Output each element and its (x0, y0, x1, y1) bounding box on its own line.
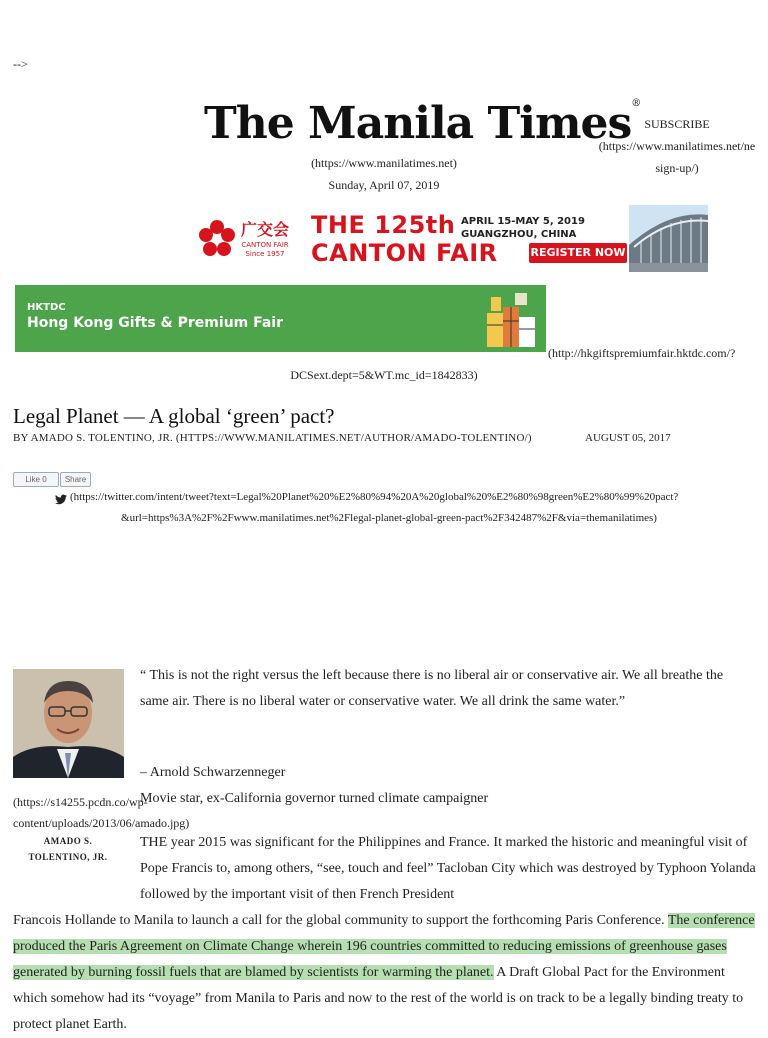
author-photo[interactable] (13, 669, 124, 778)
article-paragraph (13, 830, 758, 1038)
canton-date-range: APRIL 15-MAY 5, 2019 (461, 216, 585, 227)
photo-link-line2: content/uploads/2013/06/amado.jpg) (13, 816, 190, 830)
quote-attribution: – Arnold Schwarzenneger (140, 765, 286, 780)
hktdc-ad-banner[interactable] (15, 285, 546, 352)
gift-boxes-icon (485, 291, 537, 347)
article-byline[interactable]: BY AMADO S. TOLENTINO, JR. (HTTPS://WWW.MANILATIMES.NET/AUTHOR/AMADO-TOLENTINO/) (13, 432, 532, 444)
tweet-link-line2[interactable]: &url=https%3A%2F%2Fwww.manilatimes.net%2Flegal-planet-global-green-pact%2F342487%2F&via=themanilatimes) (121, 512, 657, 524)
caption-line2: TOLENTINO, JR. (28, 852, 108, 862)
hktdc-logo: HKTDC (27, 302, 66, 313)
caption-line1: AMADO S. (43, 836, 93, 846)
facebook-share-button[interactable]: Share (60, 472, 91, 487)
site-url-link[interactable]: (https://www.manilatimes.net) (311, 156, 457, 170)
hktdc-link-line1[interactable]: (http://hkgiftspremiumfair.hktdc.com/? (548, 346, 736, 360)
registered-mark: ® (631, 98, 641, 109)
canton-location: GUANGZHOU, CHINA (461, 229, 577, 240)
hktdc-link-line2[interactable]: DCSext.dept=5&WT.mc_id=1842833) (290, 368, 478, 382)
author-portrait-image (13, 669, 124, 778)
paragraph-continued: Francois Hollande to Manila to launch a call for the global community to support the forthcoming Paris Conference. (13, 913, 665, 928)
facebook-like-button[interactable]: Like 0 (13, 472, 59, 487)
hktdc-fair-title: Hong Kong Gifts & Premium Fair (27, 315, 284, 331)
canton-fair-ad-banner[interactable] (193, 205, 708, 272)
canton-chinese-name: 广交会 (241, 220, 290, 239)
tweet-link-line1[interactable]: (https://twitter.com/intent/tweet?text=Legal%20Planet%20%E2%80%94%20A%20global%20%E2%80%98green%E2%80%99%20pact? (70, 491, 679, 503)
masthead-title: The Manila Times (204, 98, 632, 149)
masthead-logo[interactable] (204, 98, 641, 154)
canton-headline-1: THE 125th (311, 211, 456, 239)
article-headline: Legal Planet — A global ‘green’ pact? (13, 404, 335, 428)
twitter-bird-icon[interactable] (55, 494, 67, 505)
paragraph-opening: THE year 2015 was significant for the Philippines and France. It marked the historic and meaningful visit of Pope Francis to, among others, “see, touch and feel” Tacloban City which was destroyed by Typhoon Yolanda followed by the important visit of then French President (140, 835, 756, 902)
canton-since: Since 1957 (245, 250, 285, 258)
page-date: Sunday, April 07, 2019 (328, 178, 440, 192)
exhibition-building-icon (629, 205, 708, 272)
photo-link-line1: (https://s14255.pcdn.co/wp- (13, 795, 148, 809)
article-pubdate: AUGUST 05, 2017 (585, 432, 671, 444)
subscribe-url-line1: (https://www.manilatimes.net/ne (598, 139, 756, 153)
subscribe-link[interactable] (586, 113, 768, 179)
canton-small-label (239, 241, 291, 259)
subscribe-label: SUBSCRIBE (644, 117, 710, 131)
quote-author-role: Movie star, ex-California governor turned climate campaigner (140, 791, 489, 806)
highlighted-text[interactable]: The conference produced the Paris Agreement on Climate Change wherein 196 countries committed to reducing emissions of greenhouse gases generated by burning fossil fuels that are blamed by scientists for warming the planet. (13, 913, 755, 980)
canton-headline-2: CANTON FAIR (311, 239, 498, 267)
stray-comment-text: --> (13, 57, 28, 71)
register-now-button[interactable]: REGISTER NOW (529, 243, 627, 263)
subscribe-url-line2: sign-up/) (655, 161, 699, 175)
canton-small-name: CANTON FAIR (241, 241, 289, 249)
canton-dates (461, 215, 585, 241)
canton-flower-icon (197, 219, 237, 259)
article-quote: “ This is not the right versus the left because there is no liberal air or conservative air. We all breathe the same air. There is no liberal water or conservative water. We all drink the same water.” (140, 668, 724, 709)
paragraph-rest: A Draft Global Pact for the Environment which somehow had its “voyage” from Manila to Paris and now to the rest of the world is on track to be a legally binding treaty to protect planet Earth. (13, 965, 744, 1032)
